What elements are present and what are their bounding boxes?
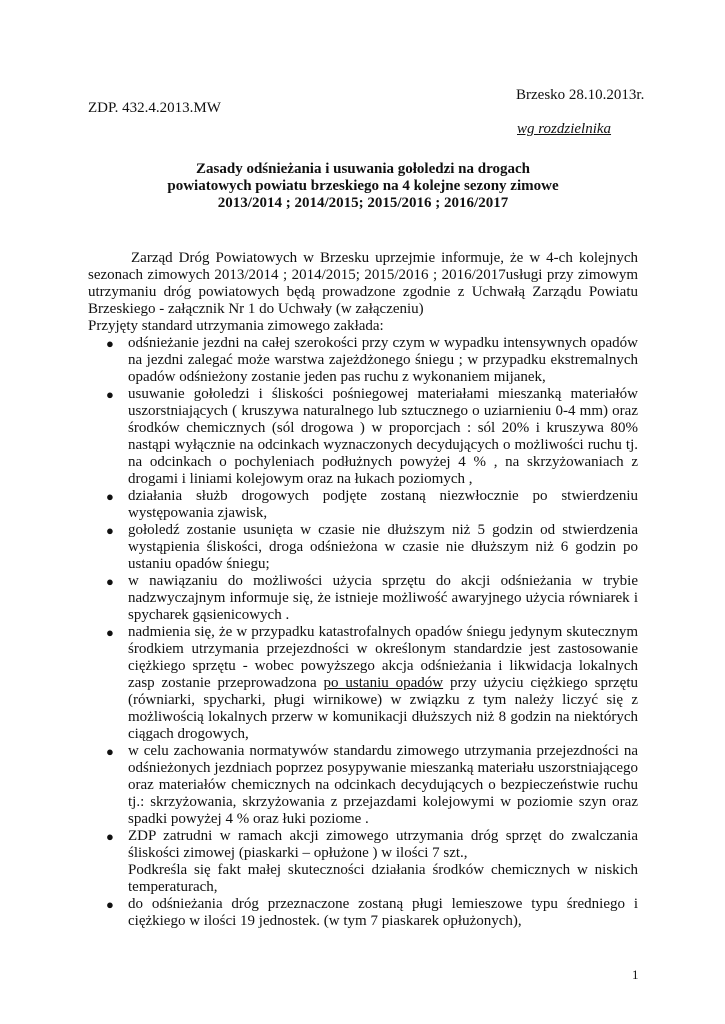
list-item-text: gołoledź zostanie usunięta w czasie nie dłuższym niż 5 godzin od stwierdzenia wystąpienia śliskości, droga odśnieżona w czasie nie dłuższym niż 6 godzin po ustaniu opadów śniegu;: [128, 522, 638, 572]
list-item: [88, 573, 638, 624]
title-line: 2013/2014 ; 2014/2015; 2015/2016 ; 2016/2017: [217, 195, 509, 211]
bullet-icon: ●: [106, 897, 114, 912]
intro-paragraph: Zarząd Dróg Powiatowych w Brzesku uprzejmie informuje, że w 4-ch kolejnych sezonach zimowych 2013/2014 ; 2014/2015; 2015/2016 ; 2016/2017usługi przy zimowym utrzymaniu dróg powiatowych będą prowadzone zgodnie z Uchwałą Zarządu Powiatu Brzeskiego - załącznik Nr 1 do Uchwały (w załączeniu): [88, 250, 638, 317]
bullet-icon: ●: [106, 387, 114, 402]
list-item: [88, 386, 638, 488]
page-number: 1: [632, 967, 639, 982]
distribution-note: wg rozdzielnika: [517, 121, 612, 137]
list-item: [88, 624, 638, 743]
document-title: [88, 161, 638, 212]
document-date: Brzesko 28.10.2013r.: [516, 87, 645, 103]
list-item: [88, 522, 638, 573]
bullet-icon: ●: [106, 744, 114, 759]
list-item-text: ZDP zatrudni w ramach akcji zimowego utrzymania dróg sprzęt do zwalczania śliskości zimowej (piaskarki – opłużone ) w ilości 7 szt.,: [128, 828, 638, 861]
bullet-icon: ●: [106, 829, 114, 844]
list-item-text: odśnieżanie jezdni na całej szerokości przy czym w wypadku intensywnych opadów na jezdni zalegać może warstwa zajeżdżonego śniegu ; w przypadku ekstremalnych opadów odśnieżony zostanie jeden pas ruchu z wykonaniem mijanek,: [128, 335, 638, 385]
list-item-text: do odśnieżania dróg przeznaczone zostaną pługi lemieszowe typu średniego i ciężkiego w ilości 19 jednostek. (w tym 7 piaskarek opłużonych),: [128, 896, 638, 929]
list-item-text: nadmienia się, że w przypadku katastrofalnych opadów śniegu jedynym skutecznym środkiem utrzymania przejezdności w określonym standardzie jest zastosowanie ciężkiego sprzętu - wobec powyższego akcja odśnieżania i likwidacja lokalnych zasp zostanie przeprowadzona: [128, 624, 638, 691]
list-item-text: w nawiązaniu do możliwości użycia sprzętu do akcji odśnieżania w trybie nadzwyczajnym informuje się, że istnieje możliwość awaryjnego użycia równiarek i spycharek gąsienicowych .: [128, 573, 638, 623]
list-item-text: działania służb drogowych podjęte zostaną niezwłocznie po stwierdzeniu występowania zjawisk,: [128, 488, 638, 521]
title-line: powiatowych powiatu brzeskiego na 4 kolejne sezony zimowe: [167, 178, 559, 194]
standard-label: Przyjęty standard utrzymania zimowego zakłada:: [88, 318, 384, 334]
standard-list: [88, 335, 638, 930]
document-body: [88, 250, 638, 930]
bullet-icon: ●: [106, 336, 114, 351]
bullet-icon: ●: [106, 523, 114, 538]
list-item: [88, 743, 638, 828]
list-item: [88, 896, 638, 930]
bullet-icon: ●: [106, 625, 114, 640]
list-item: [88, 335, 638, 386]
list-item-text: przy użyciu ciężkiego sprzętu (równiarki, spycharki, pługi wirnikowe) w związku z tym należy liczyć się z możliwością lokalnych przerw w komunikacji dłuższych niż 8 godzin na niektórych ciągach drogowych,: [128, 675, 638, 742]
bullet-icon: ●: [106, 574, 114, 589]
bullet-icon: ●: [106, 489, 114, 504]
list-item-continuation: Podkreśla się fakt małej skuteczności działania środków chemicznych w niskich temperaturach,: [128, 862, 638, 895]
list-item: [88, 828, 638, 896]
list-item-text: usuwanie gołoledzi i śliskości pośniegowej materiałami mieszanką materiałów uszorstniających ( kruszywa naturalnego lub sztucznego o uziarnieniu 0-4 mm) oraz środków chemicznych (sól drogowa ) w proporcjach : sól 20% i kruszywa 80% nastąpi wyłącznie na odcinkach wyznaczonych decydujących o możliwości ruchu tj. na odcinkach o pochyleniach podłużnych powyżej 4 % , na skrzyżowaniach z drogami i liniami kolejowym oraz na łukach poziomych ,: [128, 386, 638, 487]
underlined-phrase: po ustaniu opadów: [323, 675, 444, 691]
list-item-text: w celu zachowania normatywów standardu zimowego utrzymania przejezdności na odśnieżonych jezdniach poprzez posypywanie mieszanką materiału uszorstniającego oraz materiałów chemicznych na odcinkach decydujących o bezpieczeństwie ruchu tj.: skrzyżowania, skrzyżowania z przejazdami kolejowymi w poziomie szyn oraz spadki powyżej 4 % oraz łuki poziome .: [128, 743, 638, 827]
document-reference-number: ZDP. 432.4.2013.MW: [88, 100, 221, 116]
title-line: Zasady odśnieżania i usuwania gołoledzi na drogach: [196, 161, 530, 177]
list-item: [88, 488, 638, 522]
